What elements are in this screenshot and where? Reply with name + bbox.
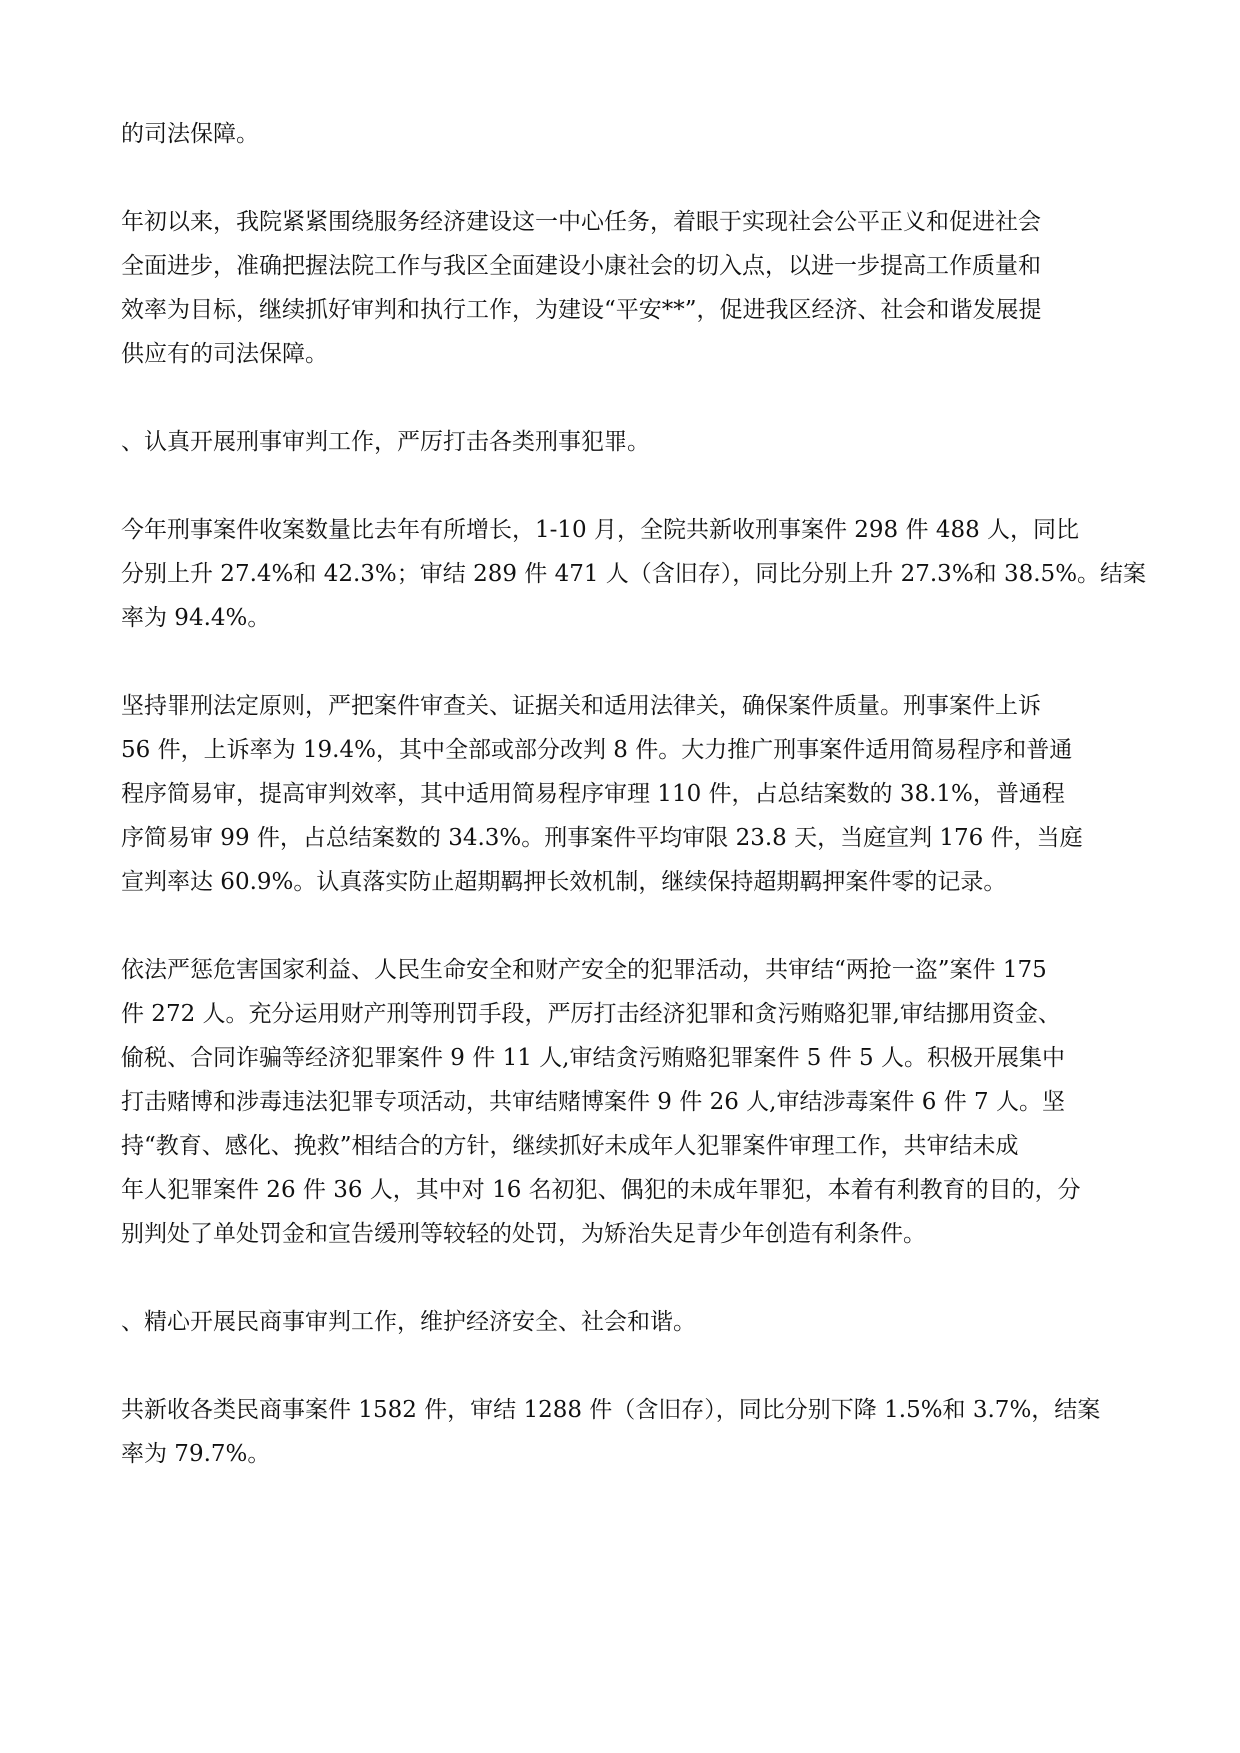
- text-line: 分别上升 27.4%和 42.3%；审结 289 件 471 人（含旧存），同比分别上升 27.3%和 38.5%。结案: [121, 561, 1147, 587]
- section-heading-civil-commercial: [121, 1300, 1121, 1344]
- text-line: 件 272 人。充分运用财产刑等刑罚手段，严厉打击经济犯罪和贪污贿赂犯罪,审结挪用资金、: [121, 1001, 1061, 1027]
- text-line: 今年刑事案件收案数量比去年有所增长，1-10 月，全院共新收刑事案件 298 件 488 人，同比: [121, 517, 1080, 543]
- paragraph-criminal-quality: [121, 684, 1121, 904]
- text-line: 56 件，上诉率为 19.4%，其中全部或部分改判 8 件。大力推广刑事案件适用简易程序和普通: [121, 737, 1073, 763]
- heading-text: 、精心开展民商事审判工作，维护经济安全、社会和谐。: [121, 1309, 696, 1335]
- text-line: 依法严惩危害国家利益、人民生命安全和财产安全的犯罪活动，共审结“两抢一盗”案件 175: [121, 957, 1047, 983]
- paragraph-criminal-crackdown: [121, 948, 1121, 1256]
- text-line: 打击赌博和涉毒违法犯罪专项活动，共审结赌博案件 9 件 26 人,审结涉毒案件 6 件 7 人。坚: [121, 1089, 1065, 1115]
- text-line: 程序简易审，提高审判效率，其中适用简易程序审理 110 件，占总结案数的 38.1%，普通程: [121, 781, 1065, 807]
- text-line: 的司法保障。: [121, 121, 259, 147]
- text-line: 宣判率达 60.9%。认真落实防止超期羁押长效机制，继续保持超期羁押案件零的记录。: [121, 869, 1007, 895]
- text-line: 全面进步，准确把握法院工作与我区全面建设小康社会的切入点，以进一步提高工作质量和: [121, 253, 1041, 279]
- paragraph-continuation: [121, 112, 1121, 156]
- document-body: [121, 112, 1147, 1520]
- text-line: 年人犯罪案件 26 件 36 人，其中对 16 名初犯、偶犯的未成年罪犯，本着有利教育的目的，分: [121, 1177, 1081, 1203]
- text-line: 年初以来，我院紧紧围绕服务经济建设这一中心任务，着眼于实现社会公平正义和促进社会: [121, 209, 1041, 235]
- text-line: 序简易审 99 件，占总结案数的 34.3%。刑事案件平均审限 23.8 天，当庭宣判 176 件，当庭: [121, 825, 1083, 851]
- text-line: 供应有的司法保障。: [121, 341, 328, 367]
- text-line: 持“教育、感化、挽救”相结合的方针，继续抓好未成年人犯罪案件审理工作，共审结未成: [121, 1133, 1019, 1159]
- text-line: 坚持罪刑法定原则，严把案件审查关、证据关和适用法律关，确保案件质量。刑事案件上诉: [121, 693, 1041, 719]
- text-line: 率为 79.7%。: [121, 1441, 271, 1467]
- text-line: 偷税、合同诈骗等经济犯罪案件 9 件 11 人,审结贪污贿赂犯罪案件 5 件 5 人。积极开展集中: [121, 1045, 1065, 1071]
- text-line: 率为 94.4%。: [121, 605, 271, 631]
- heading-text: 、认真开展刑事审判工作，严厉打击各类刑事犯罪。: [121, 429, 650, 455]
- text-line: 效率为目标，继续抓好审判和执行工作，为建设“平安**”，促进我区经济、社会和谐发展提: [121, 297, 1042, 323]
- paragraph-intro: [121, 200, 1121, 376]
- text-line: 别判处了单处罚金和宣告缓刑等较轻的处罚，为矫治失足青少年创造有利条件。: [121, 1221, 926, 1247]
- paragraph-criminal-caseload: [121, 508, 1147, 640]
- section-heading-criminal: [121, 420, 1121, 464]
- paragraph-civil-caseload: [121, 1388, 1121, 1476]
- text-line: 共新收各类民商事案件 1582 件，审结 1288 件（含旧存），同比分别下降 1.5%和 3.7%，结案: [121, 1397, 1101, 1423]
